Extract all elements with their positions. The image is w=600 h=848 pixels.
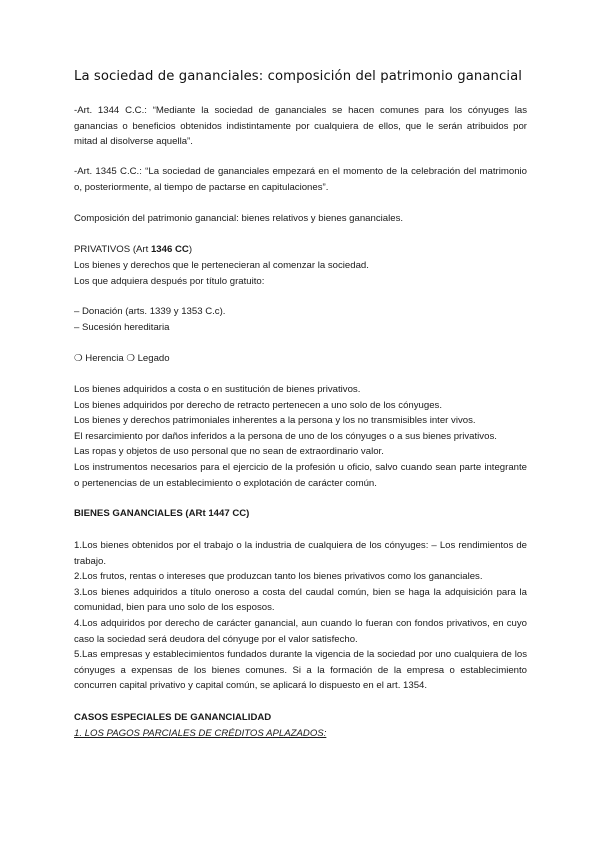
gananciales-list <box>74 538 527 694</box>
privativos-item: Los bienes adquiridos por derecho de retracto pertenecen a uno solo de los cónyuges. <box>74 399 443 411</box>
inheritance-options: ❍ Herencia ❍ Legado <box>74 353 170 364</box>
gananciales-item: 5.Las empresas y establecimientos fundados durante la vigencia de la sociedad por uno cualquiera de los cónyuges a expensas de los bienes comunes. Si a la formación de la empresa o establecimiento concurren capital privativo y capital común, se aplicará lo dispuesto en el art. 1354. <box>74 649 527 692</box>
privativos-heading-article: 1346 CC <box>150 244 189 255</box>
privativos-intro <box>74 258 527 289</box>
privativos-more-list <box>74 382 527 491</box>
dash-list-item: – Donación (arts. 1339 y 1353 C.c). <box>74 306 226 317</box>
privativos-item: Los bienes y derechos patrimoniales inherentes a la persona y los no transmisibles inter vivos. <box>74 415 476 427</box>
gananciales-item: 1.Los bienes obtenidos por el trabajo o la industria de cualquiera de los cónyuges: – Los rendimientos de trabajo. <box>74 540 527 567</box>
composition-paragraph: Composición del patrimonio ganancial: bienes relativos y bienes gananciales. <box>74 213 404 224</box>
privativos-item: Las ropas y objetos de uso personal que no sean de extraordinario valor. <box>74 446 384 458</box>
privativos-item: Los bienes adquiridos a costa o en sustitución de bienes privativos. <box>74 384 361 395</box>
gananciales-heading: BIENES GANANCIALES (ARt 1447 CC) <box>74 508 250 519</box>
donation-list <box>74 304 527 335</box>
privativos-heading <box>74 242 527 258</box>
privativos-heading-part1: PRIVATIVOS (Art <box>74 244 151 255</box>
article-1345-paragraph: -Art. 1345 C.C.: “La sociedad de gananciales empezará en el momento de la celebración del matrimonio o, posteriormente, al tiempo de pactarse en capitulaciones”. <box>74 166 527 193</box>
privativos-heading-part3: ) <box>188 244 193 255</box>
instrumentos-paragraph: Los instrumentos necesarios para el ejercicio de la profesión u oficio, salvo cuando sean parte integrante o pertenencias de un establecimiento o explotación de carácter común. <box>74 461 527 489</box>
gananciales-item: 2.Los frutos, rentas o intereses que produzcan tanto los bienes privativos como los gananciales. <box>74 571 483 583</box>
gananciales-item: 3.Los bienes adquiridos a título oneroso a costa del caudal común, bien se haga la adquisición para la comunidad, bien para uno solo de los esposos. <box>74 586 527 614</box>
privativos-line: Los que adquiera después por título gratuito: <box>74 275 265 287</box>
gananciales-item: 4.Los adquiridos por derecho de carácter ganancial, aun cuando lo fueran con fondos privativos, en cuyo caso la sociedad será deudora del cónyuge por el valor satisfecho. <box>74 617 527 645</box>
casos-especiales-heading: CASOS ESPECIALES DE GANANCIALIDAD <box>74 712 272 723</box>
article-1344-paragraph: -Art. 1344 C.C.: “Mediante la sociedad de gananciales se hacen comunes para los cónyuges las ganancias o beneficios obtenidos indistintamente por cualquiera de ellos, que le serán atribuidos por mitad al disolverse aquella”. <box>74 105 527 148</box>
privativos-line: Los bienes y derechos que le pertenecieran al comenzar la sociedad. <box>74 260 369 271</box>
casos-especiales-subheading: 1. LOS PAGOS PARCIALES DE CRÉDITOS APLAZADOS: <box>74 728 327 739</box>
page-title: La sociedad de gananciales: composición del patrimonio ganancial <box>74 69 523 84</box>
privativos-item: El resarcimiento por daños inferidos a la persona de uno de los cónyuges o a sus bienes privativos. <box>74 430 497 442</box>
dash-list-item: – Sucesión hereditaria <box>74 321 170 333</box>
